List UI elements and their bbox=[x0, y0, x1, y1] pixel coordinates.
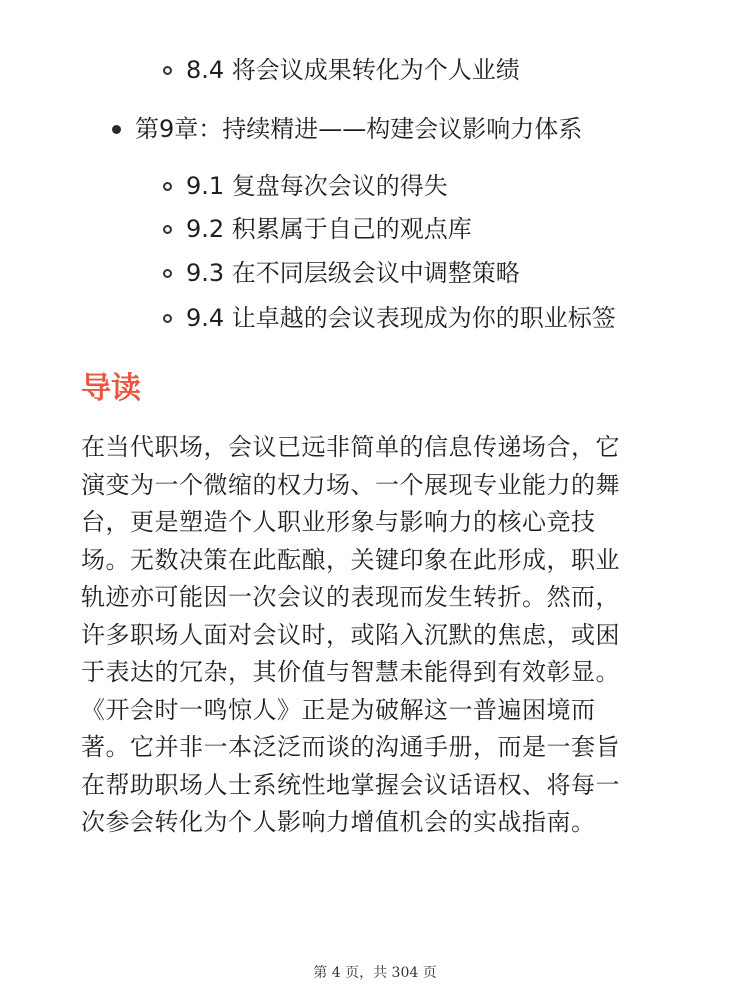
paragraph-line: 场。无数决策在此酝酿，关键印象在此形成，职业 bbox=[81, 545, 620, 574]
toc-subitem-label: 9.2 积累属于自己的观点库 bbox=[186, 215, 472, 243]
hollow-bullet-icon bbox=[163, 66, 172, 75]
toc-subitem-9-4 bbox=[163, 306, 616, 330]
hollow-bullet-icon bbox=[163, 182, 172, 191]
toc-subitem-label: 9.3 在不同层级会议中调整策略 bbox=[186, 259, 520, 287]
toc-subitem-9-3 bbox=[163, 261, 520, 285]
section-heading: 导读 bbox=[81, 371, 141, 406]
paragraph-line: 在帮助职场人士系统性地掌握会议话语权、将每一 bbox=[81, 770, 620, 799]
paragraph-line: 轨迹亦可能因一次会议的表现而发生转折。然而， bbox=[81, 583, 620, 611]
hollow-bullet-icon bbox=[163, 269, 172, 278]
solid-bullet-icon bbox=[112, 125, 121, 134]
paragraph-line: 于表达的冗杂，其价值与智慧未能得到有效彰显。 bbox=[81, 658, 620, 686]
paragraph-line: 台，更是塑造个人职业形象与影响力的核心竞技 bbox=[81, 508, 596, 536]
paragraph-line: 演变为一个微缩的权力场、一个展现专业能力的舞 bbox=[81, 470, 620, 499]
intro-paragraph bbox=[81, 429, 681, 842]
paragraph-line: 在当代职场，会议已远非简单的信息传递场合，它 bbox=[81, 433, 620, 461]
toc-subitem-label: 9.4 让卓越的会议表现成为你的职业标签 bbox=[186, 304, 616, 332]
paragraph-line: 次参会转化为个人影响力增值机会的实战指南。 bbox=[81, 808, 596, 836]
toc-subitem-label: 9.1 复盘每次会议的得失 bbox=[186, 172, 448, 200]
toc-subitem-8-4 bbox=[163, 58, 520, 82]
paragraph-line: 著。它并非一本泛泛而谈的沟通手册，而是一套旨 bbox=[81, 733, 620, 761]
toc-chapter-label: 第9章：持续精进——构建会议影响力体系 bbox=[135, 115, 583, 143]
page-number-footer: 第 4 页，共 304 页 bbox=[313, 965, 437, 981]
toc-subitem-label: 8.4 将会议成果转化为个人业绩 bbox=[186, 56, 520, 84]
paragraph-line: 《开会时一鸣惊人》正是为破解这一普遍困境而 bbox=[81, 695, 596, 724]
hollow-bullet-icon bbox=[163, 225, 172, 234]
toc-chapter-9 bbox=[112, 117, 582, 141]
hollow-bullet-icon bbox=[163, 314, 172, 323]
toc-subitem-9-2 bbox=[163, 217, 472, 241]
paragraph-line: 许多职场人面对会议时，或陷入沉默的焦虑，或困 bbox=[81, 620, 620, 649]
toc-subitem-9-1 bbox=[163, 174, 448, 198]
